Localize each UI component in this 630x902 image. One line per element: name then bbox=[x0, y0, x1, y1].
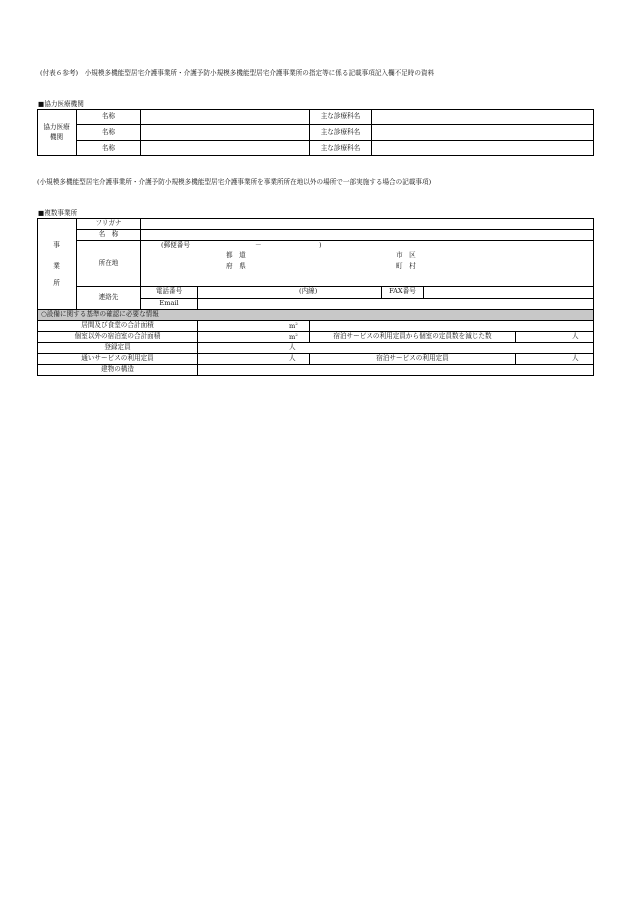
dept-field-2[interactable] bbox=[372, 125, 592, 140]
section-heading-medical: ■協力医療機関 bbox=[38, 100, 84, 108]
phone-label: 電話番号 bbox=[155, 287, 183, 295]
name-field-3[interactable] bbox=[141, 141, 309, 155]
fax-field[interactable] bbox=[424, 287, 592, 298]
stay-capacity-unit: 人 bbox=[572, 354, 579, 362]
address-label: 所在地 bbox=[98, 259, 119, 267]
multiple-office-table bbox=[37, 218, 594, 377]
postal-label: (郵便番号 bbox=[161, 241, 190, 249]
note-text: (小規模多機能型居宅介護事業所・介護予防小規模多機能型居宅介護事業所を事業所所在地以外の場所で一部実施する場合の記載事項) bbox=[37, 178, 432, 186]
building-structure-label: 建物の構造 bbox=[101, 365, 134, 373]
fax-label: FAX番号 bbox=[389, 287, 416, 295]
facility-info-header: ○設備に関する基準の確認に必要な情報 bbox=[41, 310, 159, 318]
furigana-field[interactable] bbox=[141, 219, 592, 229]
email-label: Email bbox=[159, 299, 179, 307]
prefecture-fu-ken: 府 県 bbox=[226, 262, 246, 270]
registered-capacity-unit: 人 bbox=[289, 343, 296, 351]
medical-institution-table bbox=[37, 109, 594, 156]
capacity-minus-label: 宿泊サービスの利用定員から個室の定員数を減じた数 bbox=[333, 332, 492, 340]
row-header-line1: 協力医療 bbox=[43, 123, 70, 131]
side-label-1: 事 bbox=[53, 241, 60, 249]
dept-field-1[interactable] bbox=[372, 110, 592, 124]
document-title: (付表６参考) 小規模多機能型居宅介護事業所・介護予防小規模多機能型居宅介護事業所の指定等に係る記載事項記入欄不足時の資料 bbox=[40, 69, 435, 77]
city-shi-ku: 市 区 bbox=[396, 251, 416, 259]
dept-field-3[interactable] bbox=[372, 141, 592, 155]
furigana-label: フリガナ bbox=[95, 219, 122, 227]
row-header-line2: 機関 bbox=[49, 133, 64, 141]
office-name-field[interactable] bbox=[141, 230, 592, 240]
dept-label-1: 主な診療科名 bbox=[320, 112, 361, 120]
side-label-3: 所 bbox=[53, 279, 60, 287]
address-field[interactable] bbox=[141, 241, 592, 286]
living-area-label: 居間及び食堂の合計面積 bbox=[81, 321, 154, 329]
stay-capacity-field[interactable] bbox=[516, 354, 592, 364]
day-capacity-label: 通いサービスの利用定員 bbox=[81, 354, 154, 362]
town-cho-son: 町 村 bbox=[396, 262, 416, 270]
postal-close: ) bbox=[319, 241, 322, 249]
office-name-label: 名 称 bbox=[98, 230, 119, 238]
dept-label-2: 主な診療科名 bbox=[320, 128, 361, 136]
dept-label-3: 主な診療科名 bbox=[320, 144, 361, 152]
postal-dash: － bbox=[255, 241, 262, 249]
day-capacity-unit: 人 bbox=[289, 354, 296, 362]
private-area-unit: $m^2$ bbox=[289, 332, 298, 342]
name-label-3: 名称 bbox=[101, 144, 116, 152]
section-heading-multiple: ■複数事業所 bbox=[38, 209, 78, 217]
email-field[interactable] bbox=[198, 299, 592, 309]
name-field-1[interactable] bbox=[141, 110, 309, 124]
phone-field[interactable] bbox=[198, 287, 381, 298]
name-label-1: 名称 bbox=[101, 112, 116, 120]
building-structure-field[interactable] bbox=[198, 365, 592, 375]
capacity-minus-field[interactable] bbox=[516, 332, 592, 342]
contact-label: 連絡先 bbox=[98, 293, 119, 301]
stay-capacity-label: 宿泊サービスの利用定員 bbox=[376, 354, 449, 362]
extension-label: (内線) bbox=[299, 287, 318, 295]
side-label-2: 業 bbox=[53, 262, 60, 270]
name-field-2[interactable] bbox=[141, 125, 309, 140]
private-area-label: 個室以外の宿泊室の合計面積 bbox=[74, 332, 161, 340]
living-area-unit: $m^2$ bbox=[289, 321, 298, 331]
name-label-2: 名称 bbox=[101, 128, 116, 136]
capacity-minus-unit: 人 bbox=[572, 332, 579, 340]
prefecture-to-do: 都 道 bbox=[226, 251, 246, 259]
registered-capacity-label: 登録定員 bbox=[104, 343, 131, 351]
